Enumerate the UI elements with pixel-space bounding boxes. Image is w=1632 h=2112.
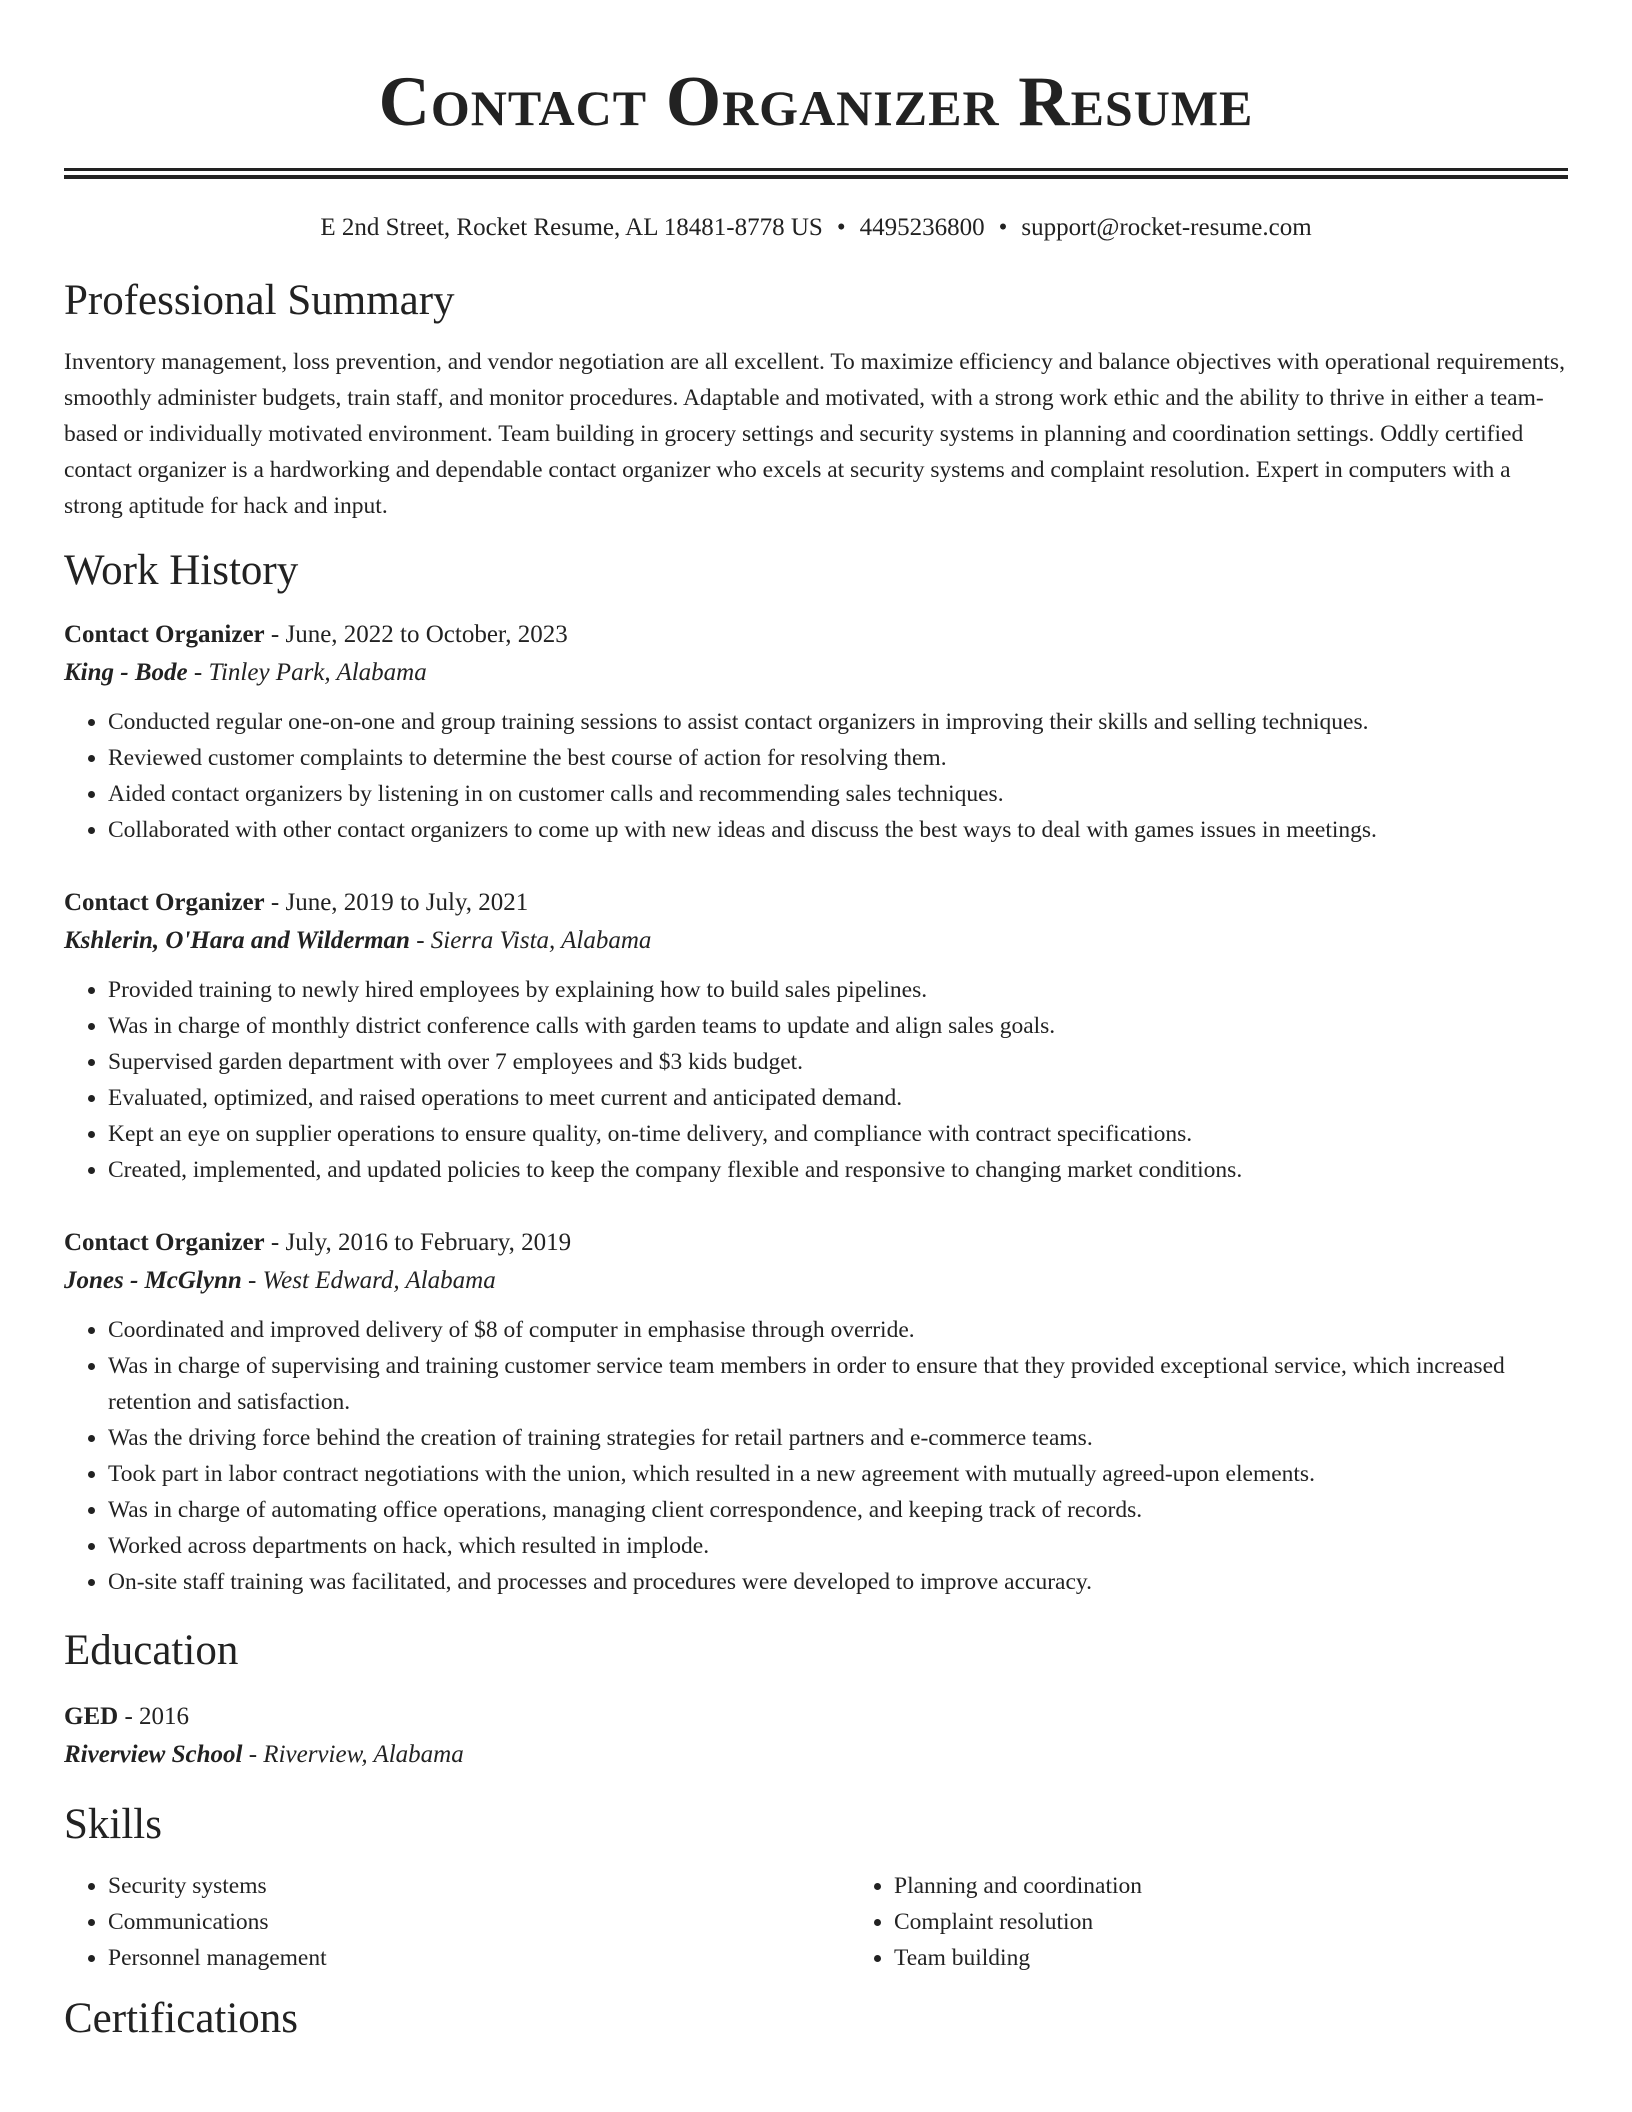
degree: GED (64, 1703, 119, 1730)
job-title: Contact Organizer (64, 889, 265, 916)
school-name: Riverview School (64, 1741, 243, 1768)
certifications-heading: Certifications (64, 1995, 299, 2042)
job-entry (64, 1224, 1568, 1600)
duty-item: • Was the driving force behind the creation of training strategies for retail partners and e-commerce teams. (108, 1420, 1568, 1456)
duty-item: • Created, implemented, and updated policies to keep the company flexible and responsive to changing market conditions. (108, 1152, 1568, 1188)
skills-list (64, 1868, 1568, 1976)
job-dates: - June, 2022 to October, 2023 (264, 621, 568, 648)
duty-item: • Was in charge of automating office operations, managing client correspondence, and keeping track of records. (108, 1492, 1568, 1528)
skill-item: • Security systems (108, 1868, 850, 1904)
duty-item: • Aided contact organizers by listening in on customer calls and recommending sales techniques. (108, 776, 1568, 812)
summary-text: Inventory management, loss prevention, and vendor negotiation are all excellent. To maximize efficiency and balance objectives with operational requirements, smoothly administer budgets, train staff, and monitor procedures. Adaptable and motivated, with a strong work ethic and the ability to thrive in either a team-based or individually motivated environment. Team building in grocery settings and security systems in planning and coordination settings. Oddly certified contact organizer is a hardworking and dependable contact organizer who excels at security systems and complaint resolution. Expert in computers with a strong aptitude for hack and input. (64, 349, 1565, 519)
job-entry (64, 884, 1568, 1188)
contact-separator: • (998, 214, 1008, 241)
duty-item: • Worked across departments on hack, which resulted in implode. (108, 1528, 1568, 1564)
resume-title: Contact Organizer Resume (378, 63, 1254, 141)
employer-line (64, 922, 1568, 960)
skills-column-right (850, 1868, 1632, 1976)
employer-line (64, 654, 1568, 692)
duty-item: • Kept an eye on supplier operations to ensure quality, on-time delivery, and compliance with contract specifications. (108, 1116, 1568, 1152)
job-location: - West Edward, Alabama (241, 1267, 496, 1294)
school-location: - Riverview, Alabama (242, 1741, 464, 1768)
company-name: King - Bode (64, 659, 188, 686)
job-title-line (64, 1224, 1568, 1262)
education-entry (64, 1698, 1568, 1774)
job-dates: - July, 2016 to February, 2019 (264, 1229, 572, 1256)
duty-item: • Was in charge of supervising and training customer service team members in order to ensure that they provided exceptional service, which increased retention and satisfaction. (108, 1348, 1568, 1420)
job-title: Contact Organizer (64, 621, 265, 648)
summary-heading: Professional Summary (64, 277, 455, 324)
duty-item: • Supervised garden department with over 7 employees and $3 kids budget. (108, 1044, 1568, 1080)
employer-line (64, 1262, 1568, 1300)
contact-separator: • (836, 214, 846, 241)
duty-item: • Took part in labor contract negotiations with the union, which resulted in a new agreement with mutually agreed-upon elements. (108, 1456, 1568, 1492)
job-title-line (64, 616, 1568, 654)
resume-page (64, 0, 1568, 2044)
work-history-heading: Work History (64, 547, 299, 594)
duty-item: • Evaluated, optimized, and raised operations to meet current and anticipated demand. (108, 1080, 1568, 1116)
skills-column-left (64, 1868, 850, 1976)
degree-line (64, 1698, 1568, 1736)
title-double-rule (64, 168, 1568, 179)
contact-email: support@rocket-resume.com (1021, 214, 1312, 241)
job-entry (64, 616, 1568, 848)
company-name: Jones - McGlynn (64, 1267, 242, 1294)
skill-item: • Complaint resolution (894, 1904, 1632, 1940)
education-heading: Education (64, 1627, 239, 1674)
job-duties (64, 704, 1568, 848)
job-location: - Sierra Vista, Alabama (409, 927, 652, 954)
job-location: - Tinley Park, Alabama (187, 659, 427, 686)
contact-address: E 2nd Street, Rocket Resume, AL 18481-8778 US (320, 214, 823, 241)
job-duties (64, 1312, 1568, 1600)
skill-item: • Planning and coordination (894, 1868, 1632, 1904)
duty-item: • Was in charge of monthly district conference calls with garden teams to update and align sales goals. (108, 1008, 1568, 1044)
job-dates: - June, 2019 to July, 2021 (264, 889, 529, 916)
contact-phone: 4495236800 (859, 214, 985, 241)
job-title: Contact Organizer (64, 1229, 265, 1256)
duty-item: • Conducted regular one-on-one and group training sessions to assist contact organizers in improving their skills and selling techniques. (108, 704, 1568, 740)
contact-line (64, 212, 1568, 244)
job-title-line (64, 884, 1568, 922)
skill-item: • Team building (894, 1940, 1632, 1976)
skills-heading: Skills (64, 1801, 162, 1848)
graduation-year: - 2016 (118, 1703, 190, 1730)
skill-item: • Personnel management (108, 1940, 850, 1976)
duty-item: • On-site staff training was facilitated, and processes and procedures were developed to improve accuracy. (108, 1564, 1568, 1600)
skill-item: • Communications (108, 1904, 850, 1940)
duty-item: • Reviewed customer complaints to determine the best course of action for resolving them. (108, 740, 1568, 776)
duty-item: • Coordinated and improved delivery of $8 of computer in emphasise through override. (108, 1312, 1568, 1348)
school-line (64, 1736, 1568, 1774)
company-name: Kshlerin, O'Hara and Wilderman (64, 927, 410, 954)
job-duties (64, 972, 1568, 1188)
duty-item: • Collaborated with other contact organizers to come up with new ideas and discuss the best ways to deal with games issues in meetings. (108, 812, 1568, 848)
duty-item: • Provided training to newly hired employees by explaining how to build sales pipelines. (108, 972, 1568, 1008)
